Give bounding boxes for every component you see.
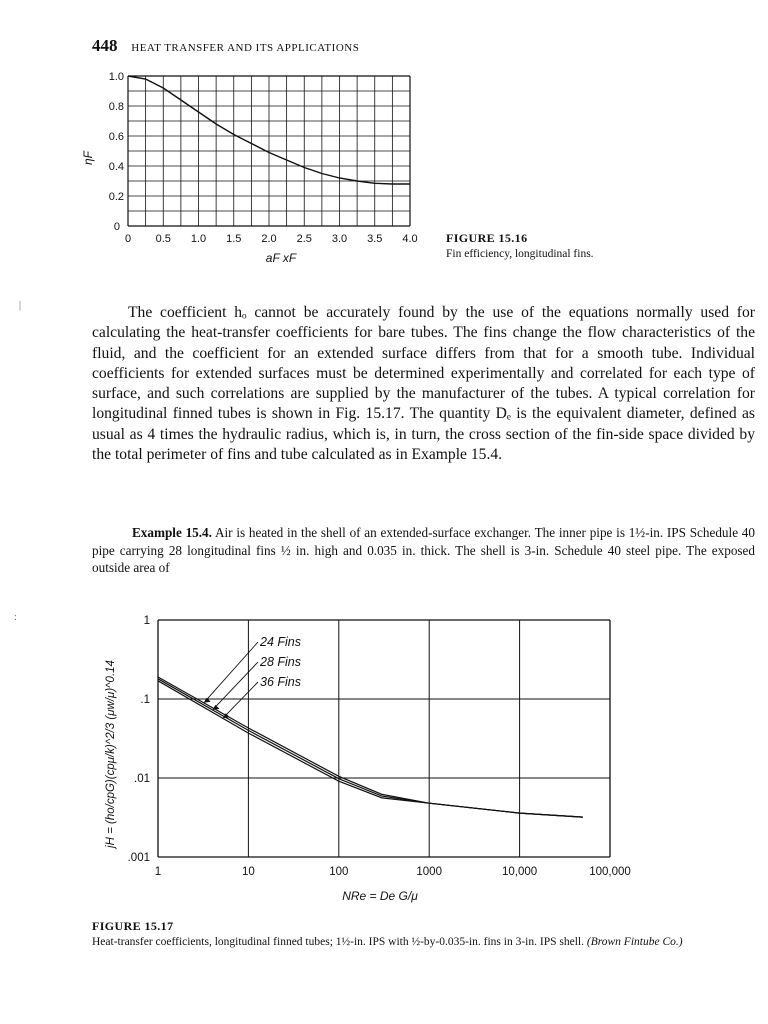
figure-15-16-xlabel: aF xF xyxy=(265,251,297,265)
x-tick-label: 1000 xyxy=(416,866,442,878)
series-label-2: 28 Fins xyxy=(260,655,301,669)
x-tick-label: 2.0 xyxy=(261,233,277,245)
figure-15-16-caption: Fin efficiency, longitudinal fins. xyxy=(446,248,594,260)
y-tick-label: 0.8 xyxy=(108,101,124,113)
y-tick-label: .01 xyxy=(134,773,150,785)
margin-mark: : xyxy=(14,612,17,623)
figure-15-17-chart xyxy=(80,604,680,910)
series-leader-line xyxy=(214,662,258,708)
x-tick-label: 1.0 xyxy=(190,233,207,245)
y-tick-label: 0.2 xyxy=(108,191,124,203)
example-text: Air is heated in the shell of an extended-surface exchanger. The inner pipe is 1½-in. IPS Schedule 40 pipe carrying 28 longitudinal fins ½ in. high and 0.035 in. thick. The shell is 3-in. Schedule 40 steel pipe. The exposed outside area of xyxy=(92,525,755,576)
margin-mark: | xyxy=(19,300,22,311)
figure-15-17-source: (Brown Fintube Co.) xyxy=(586,936,683,948)
x-tick-label: 10 xyxy=(242,866,255,878)
y-tick-label: 1.0 xyxy=(108,71,124,83)
figure-15-17-label: FIGURE 15.17 xyxy=(92,919,174,933)
x-tick-label: 3.5 xyxy=(367,233,383,245)
figure-15-16-caption-block xyxy=(446,230,594,262)
y-tick-label: 0 xyxy=(113,221,120,233)
y-tick-label: 0.6 xyxy=(108,131,124,143)
body-paragraph: The coefficient hₒ cannot be accurately found by the use of the equations normally used for calculating the heat-transfer coefficients for bare tubes. The fins change the flow characteristics of the fluid, and the coefficient for an extended surface differs from that for a smooth tube. Individual coefficients for extended surfaces must be determined experimentally and correlated for each type of surface, and such correlations are supplied by the manufacturer of the tubes. A typical correlation for longitudinal finned tubes is shown in Fig. 15.17. The quantity Dₑ is the equivalent diameter, defined as usual as 4 times the hydraulic radius, which is, in turn, the cross section of the fin-side space divided by the total perimeter of fins and tube calculated as in Example 15.4. xyxy=(92,304,755,464)
y-tick-label: .001 xyxy=(127,852,150,864)
series-label-1: 24 Fins xyxy=(260,635,301,649)
series-leader-line xyxy=(206,642,258,701)
figure-15-17-ylabel: jH = (ho/cpG)(cpμ/k)^2/3 (μw/μ)^0.14 xyxy=(105,660,117,848)
x-tick-label: 100,000 xyxy=(589,866,631,878)
figure-15-17-caption: Heat-transfer coefficients, longitudinal finned tubes; 1½-in. IPS with ½-by-0.035-in. fins in 3-in. IPS shell. xyxy=(92,936,584,948)
series-line-1 xyxy=(158,677,583,817)
figure-15-17-xlabel: NRe = De G/μ xyxy=(342,889,418,903)
series-line-2 xyxy=(158,679,583,817)
running-title: HEAT TRANSFER AND ITS APPLICATIONS xyxy=(131,42,360,54)
arrowhead xyxy=(204,698,211,703)
x-tick-label: 1 xyxy=(154,866,162,878)
figure-15-16-chart xyxy=(80,68,440,268)
y-tick-label: 0.4 xyxy=(108,161,124,173)
x-tick-label: 1.5 xyxy=(226,233,242,245)
y-tick-label: 1 xyxy=(143,615,150,627)
x-tick-label: 4.0 xyxy=(402,233,418,245)
x-tick-label: 0 xyxy=(124,233,132,245)
example-heading: Example 15.4. xyxy=(132,525,212,540)
x-tick-label: 2.5 xyxy=(296,233,312,245)
running-head xyxy=(92,36,359,56)
x-tick-label: 0.5 xyxy=(155,233,171,245)
figure-15-16-ylabel: ηF xyxy=(81,151,95,165)
arrowhead xyxy=(212,705,219,710)
figure-15-16-label: FIGURE 15.16 xyxy=(446,231,528,245)
x-tick-label: 100 xyxy=(329,866,349,878)
series-line-3 xyxy=(158,681,583,817)
series-label-3: 36 Fins xyxy=(260,675,301,689)
x-tick-label: 3.0 xyxy=(331,233,348,245)
x-tick-label: 10,000 xyxy=(502,866,538,878)
figure-15-17-caption-block xyxy=(92,918,755,950)
y-tick-label: .1 xyxy=(140,694,150,706)
page-number: 448 xyxy=(92,36,118,55)
example-15-4 xyxy=(92,524,755,577)
